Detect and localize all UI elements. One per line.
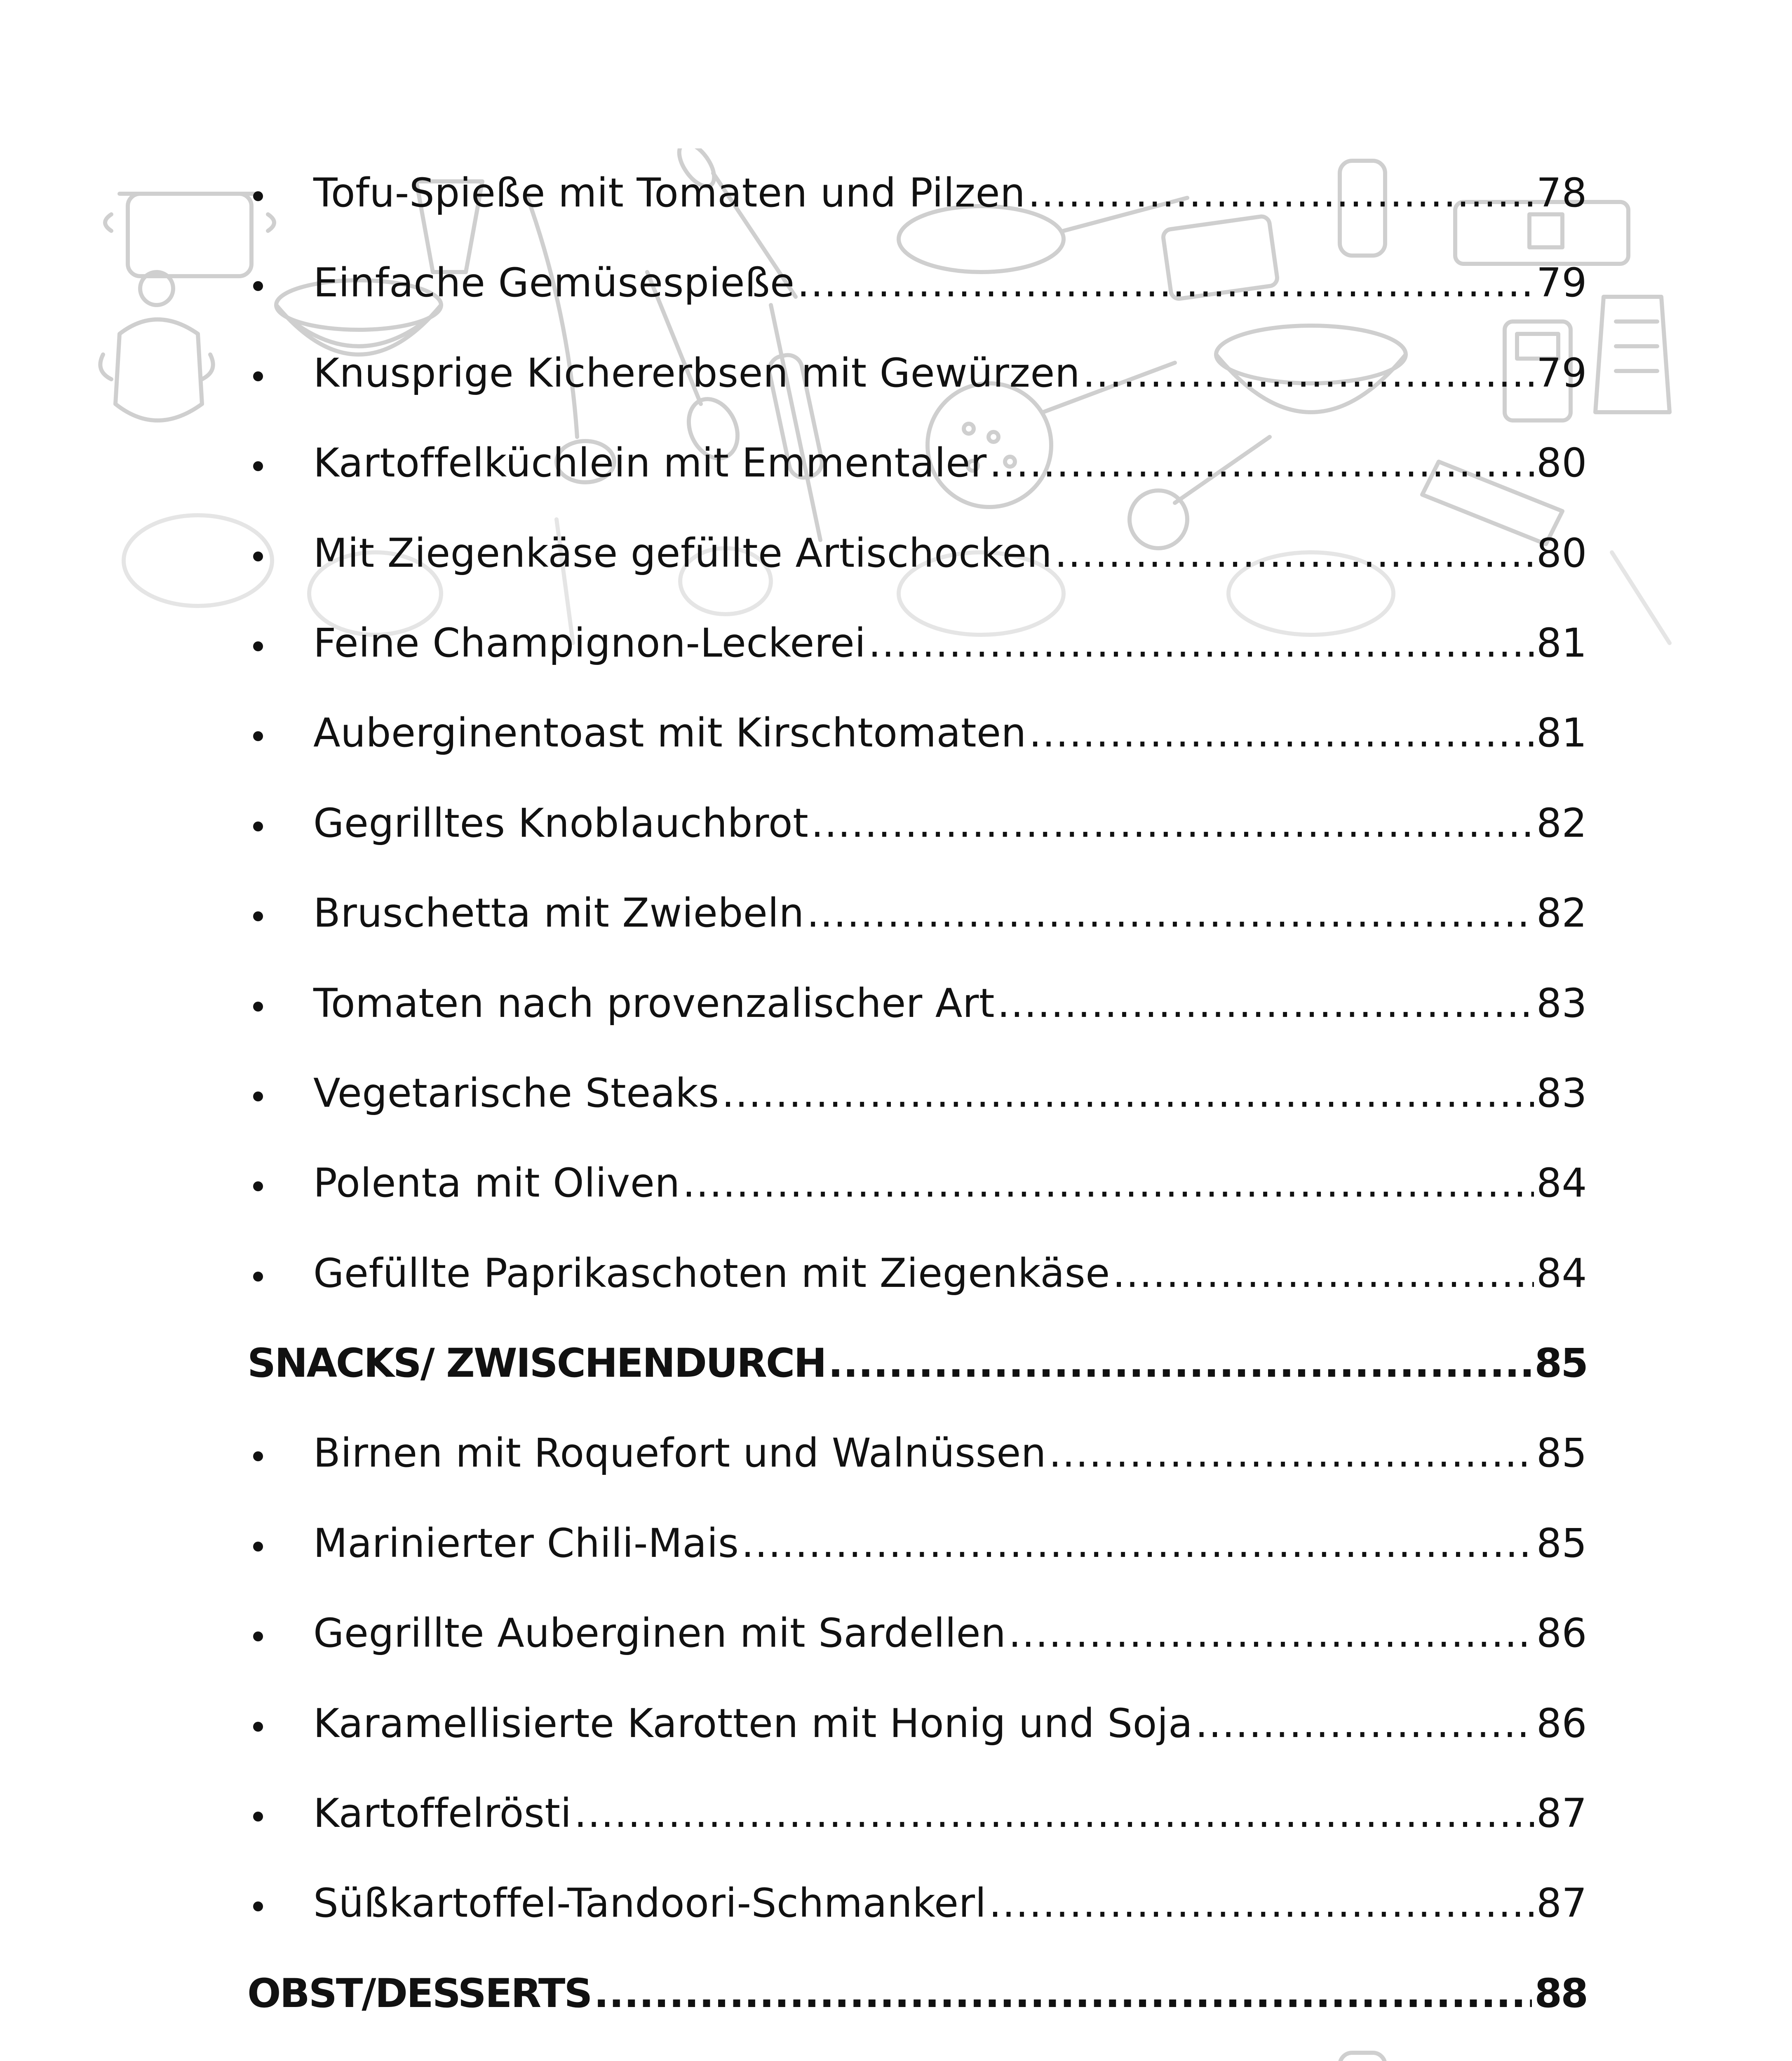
toc-entry-title: Einfache Gemüsespieße xyxy=(313,260,795,306)
bullet-icon xyxy=(253,461,263,471)
toc-page-number: 87 xyxy=(1536,1790,1587,1837)
dot-leader xyxy=(997,984,1534,1023)
dot-leader xyxy=(574,1793,1534,1833)
dot-leader xyxy=(828,1343,1532,1383)
toc-entry-title: Karamellisierte Karotten mit Honig und Soja xyxy=(313,1700,1193,1746)
toc-entry-title: Kartoffelküchlein mit Emmentaler xyxy=(313,440,987,486)
toc-entry-title: Knusprige Kichererbsen mit Gewürzen xyxy=(313,350,1080,396)
dot-leader xyxy=(1113,1254,1534,1293)
toc-page-number: 85 xyxy=(1534,1340,1587,1387)
toc-page-number: 80 xyxy=(1536,440,1587,486)
bullet-icon xyxy=(253,822,263,831)
toc-entry-title: Gegrilltes Knoblauchbrot xyxy=(313,800,809,846)
toc-page-number: 82 xyxy=(1536,890,1587,937)
toc-page-number: 78 xyxy=(1536,170,1587,216)
toc-page-number: 81 xyxy=(1536,710,1587,756)
toc-entry-title: Feine Champignon-Leckerei xyxy=(313,620,866,666)
toc-entry-row[interactable] xyxy=(247,1160,1587,1253)
toc-entry-row[interactable] xyxy=(247,1610,1587,1703)
toc-entry-row[interactable] xyxy=(247,350,1587,443)
toc-entry-row[interactable] xyxy=(247,890,1587,983)
bullet-icon xyxy=(253,1542,263,1552)
dot-leader xyxy=(989,1883,1534,1923)
toc-page-number: 81 xyxy=(1536,620,1587,666)
toc-page-number: 85 xyxy=(1536,1430,1587,1477)
bullet-icon xyxy=(253,1901,263,1911)
dot-leader xyxy=(1049,1433,1534,1473)
bullet-icon xyxy=(253,191,263,201)
toc-entry-row[interactable] xyxy=(247,800,1587,893)
dot-leader xyxy=(807,893,1534,933)
bullet-icon xyxy=(253,1092,263,1101)
bullet-icon xyxy=(253,1631,263,1641)
toc-entry-title: Tomaten nach provenzalischer Art xyxy=(313,980,995,1026)
toc-page-number: 82 xyxy=(1536,800,1587,846)
toc-section-row[interactable] xyxy=(247,1970,1587,2061)
toc-page-number: 80 xyxy=(1536,530,1587,576)
toc-entry-row[interactable] xyxy=(247,170,1587,263)
toc-entry-title: Kartoffelrösti xyxy=(313,1790,572,1837)
bullet-icon xyxy=(253,1002,263,1012)
dot-leader xyxy=(722,1073,1534,1113)
dot-leader xyxy=(1008,1613,1534,1653)
toc-entry-row[interactable] xyxy=(247,1070,1587,1163)
toc-entry-title: Auberginentoast mit Kirschtomaten xyxy=(313,710,1026,756)
bullet-icon xyxy=(253,281,263,291)
toc-entry-row[interactable] xyxy=(247,1520,1587,1613)
toc-entry-row[interactable] xyxy=(247,1790,1587,1883)
toc-page-number: 83 xyxy=(1536,1070,1587,1116)
dot-leader xyxy=(1083,353,1534,393)
toc-entry-row[interactable] xyxy=(247,710,1587,803)
bullet-icon xyxy=(253,1272,263,1282)
toc-entry-title: Süßkartoffel-Tandoori-Schmankerl xyxy=(313,1880,986,1927)
dot-leader xyxy=(741,1523,1534,1563)
toc-section-row[interactable] xyxy=(247,1340,1587,1433)
dot-leader xyxy=(1028,173,1534,213)
dot-leader xyxy=(594,1974,1532,2013)
bullet-icon xyxy=(253,1181,263,1191)
toc-page-number: 88 xyxy=(1534,1970,1587,2016)
toc-page-number: 84 xyxy=(1536,1250,1587,1296)
bullet-icon xyxy=(253,552,263,561)
toc-page-number: 85 xyxy=(1536,1520,1587,1566)
toc-entry-title: Gefüllte Paprikaschoten mit Ziegenkäse xyxy=(313,1250,1110,1296)
toc-entry-title: Polenta mit Oliven xyxy=(313,1160,680,1207)
toc-section-title: OBST/DESSERTS xyxy=(247,1970,592,2016)
bullet-icon xyxy=(253,371,263,381)
toc-entry-row[interactable] xyxy=(247,1700,1587,1793)
toc-entry-row[interactable] xyxy=(247,440,1587,533)
toc-entry-row[interactable] xyxy=(247,260,1587,353)
toc-entry-title: Marinierter Chili-Mais xyxy=(313,1520,739,1566)
toc-entry-title: Gegrillte Auberginen mit Sardellen xyxy=(313,1610,1006,1657)
dot-leader xyxy=(797,263,1534,303)
toc-page-number: 79 xyxy=(1536,350,1587,396)
toc-page-number: 84 xyxy=(1536,1160,1587,1207)
toc-entry-title: Birnen mit Roquefort und Walnüssen xyxy=(313,1430,1047,1477)
dot-leader xyxy=(989,443,1534,483)
bullet-icon xyxy=(253,1451,263,1461)
dot-leader xyxy=(1029,713,1534,753)
toc-page-number: 87 xyxy=(1536,1880,1587,1927)
toc-entry-row[interactable] xyxy=(247,620,1587,713)
sugar-pot-icon xyxy=(100,272,213,420)
bullet-icon xyxy=(253,1722,263,1732)
bullet-icon xyxy=(253,911,263,921)
bullet-icon xyxy=(253,641,263,651)
toc-page-number: 83 xyxy=(1536,980,1587,1026)
toc-page-number: 86 xyxy=(1536,1700,1587,1746)
toc-entry-title: Bruschetta mit Zwiebeln xyxy=(313,890,804,937)
toc-entry-row[interactable] xyxy=(247,1880,1587,1973)
toc-section-title: SNACKS/ ZWISCHENDURCH xyxy=(247,1340,826,1387)
toc-entry-row[interactable] xyxy=(247,980,1587,1073)
toc-entry-row[interactable] xyxy=(247,1250,1587,1343)
toc-entry-title: Vegetarische Steaks xyxy=(313,1070,719,1116)
dot-leader xyxy=(1055,533,1534,573)
bullet-icon xyxy=(253,1812,263,1822)
table-of-contents xyxy=(247,170,1587,2061)
bullet-icon xyxy=(253,731,263,741)
dot-leader xyxy=(683,1163,1534,1203)
toc-page-number: 86 xyxy=(1536,1610,1587,1657)
toc-entry-title: Mit Ziegenkäse gefüllte Artischocken xyxy=(313,530,1052,576)
toc-entry-row[interactable] xyxy=(247,530,1587,623)
dot-leader xyxy=(868,623,1534,663)
dot-leader xyxy=(1195,1704,1534,1743)
toc-entry-title: Tofu-Spieße mit Tomaten und Pilzen xyxy=(313,170,1026,216)
dot-leader xyxy=(811,803,1534,843)
grater-icon xyxy=(1595,297,1670,412)
toc-entry-row[interactable] xyxy=(247,1430,1587,1523)
toc-page-number: 79 xyxy=(1536,260,1587,306)
